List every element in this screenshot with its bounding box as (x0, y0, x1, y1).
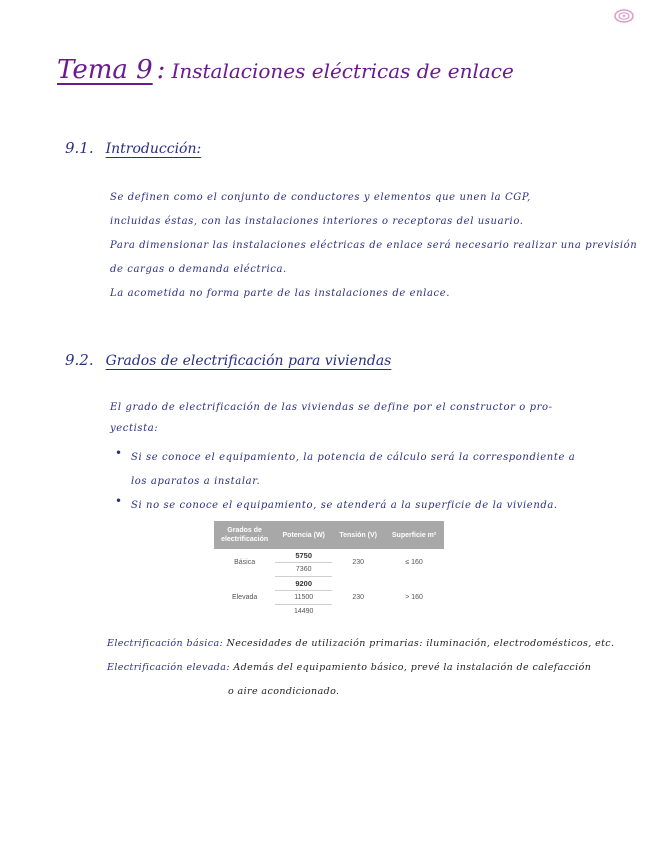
text-line: Para dimensionar las instalaciones eléctricas de enlace será necesario realizar una previsión (110, 240, 638, 251)
table-header: Superficie m² (384, 521, 444, 549)
text-line: Se definen como el conjunto de conductores y elementos que unen la CGP, (110, 192, 531, 203)
table-cell-grade: Elevada (231, 593, 258, 601)
section-number: 9.1. (65, 139, 94, 157)
bullet-item (115, 494, 575, 518)
table-header: Tensión (V) (332, 521, 384, 549)
section-title: Introducción: (105, 141, 202, 157)
bullet-list (115, 446, 575, 518)
table-cell-power: 11500 (275, 591, 332, 605)
table-cell-power: 9200 (275, 577, 332, 591)
page-title (57, 55, 514, 85)
definition-elevada-continuation (228, 686, 339, 697)
bullet-dot-icon: • (115, 446, 123, 460)
text-line: Si se conoce el equipamiento, la potencia de cálculo será la correspondiente a (131, 452, 576, 463)
page-title-colon: : (156, 55, 166, 85)
table-cell-power: 7360 (275, 563, 332, 577)
text-line: Si no se conoce el equipamiento, se atenderá a la superficie de la vivienda. (131, 500, 558, 511)
section-number: 9.2. (65, 351, 94, 369)
section-heading-grados (65, 350, 391, 369)
section-title: Grados de electrificación para viviendas (105, 353, 392, 369)
definition-label: Electrificación básica: (107, 638, 224, 649)
bullet-dot-icon: • (115, 494, 123, 508)
bullet-item (115, 446, 575, 494)
table-header: Potencia (W) (275, 521, 332, 549)
table-header: Grados de electrificación (214, 521, 275, 549)
table-row (214, 549, 444, 563)
definition-text: Además del equipamiento básico, prevé la instalación de calefacción (233, 662, 592, 673)
text-line: El grado de electrificación de las viviendas se define por el constructor o pro- (110, 402, 553, 413)
text-line: yectista: (110, 423, 159, 434)
definition-basica (107, 638, 614, 649)
table-cell-surface: ≤ 160 (405, 559, 423, 567)
definition-text: Necesidades de utilización primarias: iluminación, electrodomésticos, etc. (226, 638, 615, 649)
table-cell-surface: > 160 (405, 593, 423, 601)
table-row (214, 577, 444, 591)
table-cell-grade: Básica (234, 559, 256, 567)
table-cell-power: 5750 (275, 549, 332, 563)
page-title-head: Tema 9 (57, 55, 153, 85)
text-line: La acometida no forma parte de las instalaciones de enlace. (110, 288, 451, 299)
electrification-table (214, 521, 444, 618)
text-line: los aparatos a instalar. (131, 476, 261, 487)
table-cell-power: 14490 (293, 608, 314, 615)
definition-elevada (107, 662, 591, 673)
section-text-introduccion (110, 186, 637, 306)
definition-label: Electrificación elevada: (107, 662, 230, 673)
section-text-grados (110, 396, 553, 438)
text-line: incluidas éstas, con las instalaciones interiores o receptoras del usuario. (110, 216, 524, 227)
table-cell-voltage: 230 (352, 593, 365, 601)
section-heading-introduccion (65, 138, 201, 157)
page-title-rest: Instalaciones eléctricas de enlace (171, 59, 514, 83)
table-cell-voltage: 230 (352, 559, 365, 567)
logo-mark-icon (613, 8, 635, 24)
text-line: de cargas o demanda eléctrica. (110, 264, 287, 275)
definition-text: o aire acondicionado. (228, 686, 340, 697)
